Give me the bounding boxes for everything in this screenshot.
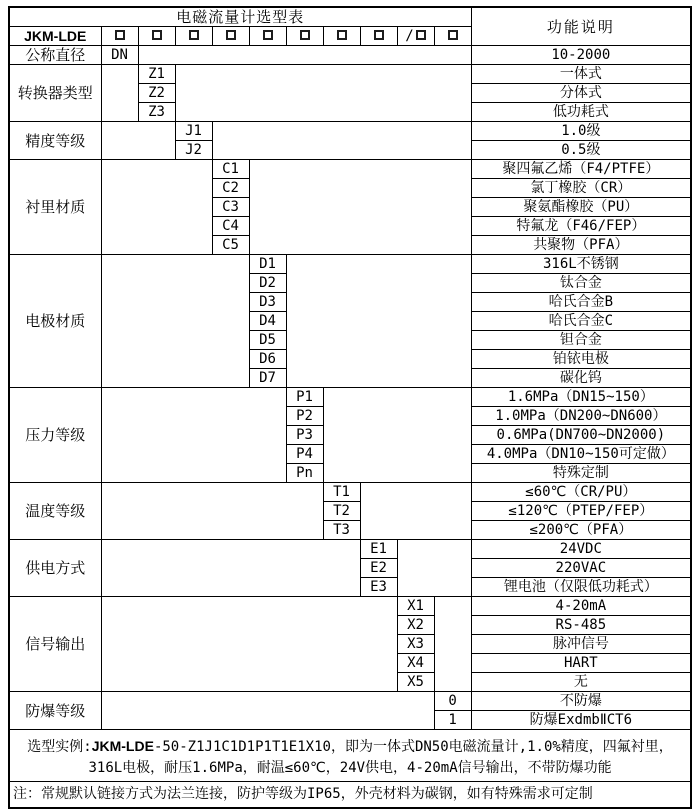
code-cell: X3 xyxy=(397,635,434,654)
description-cell: 铂铱电极 xyxy=(471,350,691,369)
code-slot-z xyxy=(138,27,175,46)
code-slot-x xyxy=(397,27,434,46)
code-cell: C1 xyxy=(212,160,249,179)
filler-cell xyxy=(101,255,249,388)
code-cell: E2 xyxy=(360,559,397,578)
code-cell: P2 xyxy=(286,407,323,426)
filler-cell xyxy=(175,65,471,122)
code-cell: Pn xyxy=(286,464,323,483)
code-slot-e xyxy=(360,27,397,46)
code-slot-j xyxy=(175,27,212,46)
model-code-checkbox[interactable] xyxy=(416,30,426,40)
description-cell: 1.0MPa（DN200~DN600） xyxy=(471,407,691,426)
model-code-checkbox[interactable] xyxy=(226,30,236,40)
code-cell: J1 xyxy=(175,122,212,141)
code-slot-p xyxy=(286,27,323,46)
section-row xyxy=(9,65,691,84)
filler-cell xyxy=(101,483,323,540)
filler-cell xyxy=(101,65,138,122)
section-row xyxy=(9,160,691,179)
section-label: 电极材质 xyxy=(9,255,101,388)
description-cell: 低功耗式 xyxy=(471,103,691,122)
section-label: 公称直径 xyxy=(9,46,101,65)
code-cell: 0 xyxy=(434,692,471,711)
description-cell: 共聚物（PFA） xyxy=(471,236,691,255)
description-cell: 一体式 xyxy=(471,65,691,84)
model-code-checkbox[interactable] xyxy=(448,30,458,40)
section-row xyxy=(9,597,691,616)
description-cell: 钛合金 xyxy=(471,274,691,293)
filler-cell xyxy=(323,388,471,483)
code-slot-d xyxy=(249,27,286,46)
code-cell: D7 xyxy=(249,369,286,388)
description-cell: 碳化钨 xyxy=(471,369,691,388)
filler-cell xyxy=(101,160,212,255)
description-cell: 钽合金 xyxy=(471,331,691,350)
code-cell: T3 xyxy=(323,521,360,540)
model-code-checkbox[interactable] xyxy=(152,30,162,40)
filler-cell xyxy=(360,483,471,540)
filler-cell xyxy=(249,160,471,255)
section-label: 压力等级 xyxy=(9,388,101,483)
filler-cell xyxy=(434,597,471,692)
selection-example xyxy=(9,730,691,782)
code-slot-t xyxy=(323,27,360,46)
selection-table xyxy=(8,6,692,809)
section-label: 精度等级 xyxy=(9,122,101,160)
description-cell: 24VDC xyxy=(471,540,691,559)
description-cell: 特殊定制 xyxy=(471,464,691,483)
description-cell: 聚氨酯橡胶（PU） xyxy=(471,198,691,217)
diameter-row xyxy=(9,46,691,65)
code-cell: Z1 xyxy=(138,65,175,84)
filler-cell xyxy=(101,388,286,483)
section-row xyxy=(9,540,691,559)
section-row xyxy=(9,388,691,407)
slash-separator: / xyxy=(405,28,414,44)
example-model-code: -50-Z1J1C1D1P1T1E1X10 xyxy=(153,738,331,755)
code-slot-dn xyxy=(101,27,138,46)
description-cell: 316L不锈钢 xyxy=(471,255,691,274)
model-code-checkbox[interactable] xyxy=(374,30,384,40)
code-cell: P1 xyxy=(286,388,323,407)
code-cell: Z2 xyxy=(138,84,175,103)
code-cell: Z3 xyxy=(138,103,175,122)
filler-cell xyxy=(397,540,471,597)
code-cell: D2 xyxy=(249,274,286,293)
description-cell: 聚四氟乙烯（F4/PTFE） xyxy=(471,160,691,179)
description-cell: 分体式 xyxy=(471,84,691,103)
code-cell: C3 xyxy=(212,198,249,217)
example-line-2: 316L电极，耐压1.6MPa，耐温≤60℃，24V供电，4-20mA信号输出，不带防爆功能 xyxy=(88,759,612,776)
model-code-checkbox[interactable] xyxy=(115,30,125,40)
code-cell: DN xyxy=(101,46,138,65)
example-row xyxy=(9,730,691,782)
description-cell: 锂电池（仅限低功耗式） xyxy=(471,578,691,597)
code-cell: C4 xyxy=(212,217,249,236)
code-cell: X4 xyxy=(397,654,434,673)
filler-cell xyxy=(101,692,434,730)
description-cell: 无 xyxy=(471,673,691,692)
table-title: 电磁流量计选型表 xyxy=(9,7,471,27)
code-cell: T1 xyxy=(323,483,360,502)
model-prefix: JKM-LDE xyxy=(9,27,101,46)
code-cell: E3 xyxy=(360,578,397,597)
filler-cell xyxy=(101,597,397,692)
section-row xyxy=(9,692,691,711)
example-line-1 xyxy=(12,736,688,758)
filler-cell xyxy=(101,540,360,597)
code-slot-c xyxy=(212,27,249,46)
description-cell: 哈氏合金C xyxy=(471,312,691,331)
model-code-checkbox[interactable] xyxy=(189,30,199,40)
description-cell: 1.0级 xyxy=(471,122,691,141)
description-cell: ≤200℃（PFA） xyxy=(471,521,691,540)
section-row xyxy=(9,483,691,502)
code-cell: X5 xyxy=(397,673,434,692)
filler-cell xyxy=(286,255,471,388)
code-cell: X2 xyxy=(397,616,434,635)
model-code-checkbox[interactable] xyxy=(300,30,310,40)
code-cell: C2 xyxy=(212,179,249,198)
example-model-prefix: JKM-LDE xyxy=(91,737,154,754)
code-cell: P3 xyxy=(286,426,323,445)
title-row xyxy=(9,7,691,27)
section-row xyxy=(9,255,691,274)
description-cell: 不防爆 xyxy=(471,692,691,711)
model-code-checkbox[interactable] xyxy=(263,30,273,40)
description-cell: 1.6MPa（DN15~150） xyxy=(471,388,691,407)
description-cell: 4-20mA xyxy=(471,597,691,616)
description-cell: 0.6MPa(DN700~DN2000) xyxy=(471,426,691,445)
description-cell: ≤60℃（CR/PU） xyxy=(471,483,691,502)
description-cell: RS-485 xyxy=(471,616,691,635)
description-cell: 脉冲信号 xyxy=(471,635,691,654)
description-cell: 防爆ExdmbⅡCT6 xyxy=(471,711,691,730)
code-cell: D5 xyxy=(249,331,286,350)
description-cell: 0.5级 xyxy=(471,141,691,160)
section-label: 防爆等级 xyxy=(9,692,101,730)
description-cell: 特氟龙（F46/FEP） xyxy=(471,217,691,236)
code-cell: 1 xyxy=(434,711,471,730)
section-label: 衬里材质 xyxy=(9,160,101,255)
description-cell: HART xyxy=(471,654,691,673)
section-label: 转换器类型 xyxy=(9,65,101,122)
description-cell: 哈氏合金B xyxy=(471,293,691,312)
code-cell: C5 xyxy=(212,236,249,255)
code-cell: E1 xyxy=(360,540,397,559)
note-row xyxy=(9,782,691,809)
description-cell: 10-2000 xyxy=(471,46,691,65)
code-cell: D3 xyxy=(249,293,286,312)
section-label: 供电方式 xyxy=(9,540,101,597)
section-label: 信号输出 xyxy=(9,597,101,692)
code-cell: T2 xyxy=(323,502,360,521)
section-label: 温度等级 xyxy=(9,483,101,540)
section-row xyxy=(9,122,691,141)
code-slot-ex xyxy=(434,27,471,46)
example-description-part1: ，即为一体式DN50电磁流量计,1.0%精度，四氟衬里， xyxy=(330,738,673,755)
description-cell: 220VAC xyxy=(471,559,691,578)
code-cell: D6 xyxy=(249,350,286,369)
code-cell: J2 xyxy=(175,141,212,160)
filler-cell xyxy=(212,122,471,160)
code-cell: D4 xyxy=(249,312,286,331)
note-text: 注：常规默认链接方式为法兰连接，防护等级为IP65，外壳材料为碳钢，如有特殊需求可定制 xyxy=(9,782,691,809)
description-cell: 氯丁橡胶（CR） xyxy=(471,179,691,198)
filler-cell xyxy=(101,122,175,160)
description-cell: 4.0MPa（DN10~150可定做） xyxy=(471,445,691,464)
code-cell: X1 xyxy=(397,597,434,616)
filler-cell xyxy=(138,46,471,65)
description-cell: ≤120℃（PTEP/FEP） xyxy=(471,502,691,521)
example-label: 选型实例: xyxy=(27,738,92,755)
model-code-checkbox[interactable] xyxy=(337,30,347,40)
code-cell: D1 xyxy=(249,255,286,274)
function-column-header: 功能说明 xyxy=(471,7,691,46)
code-cell: P4 xyxy=(286,445,323,464)
